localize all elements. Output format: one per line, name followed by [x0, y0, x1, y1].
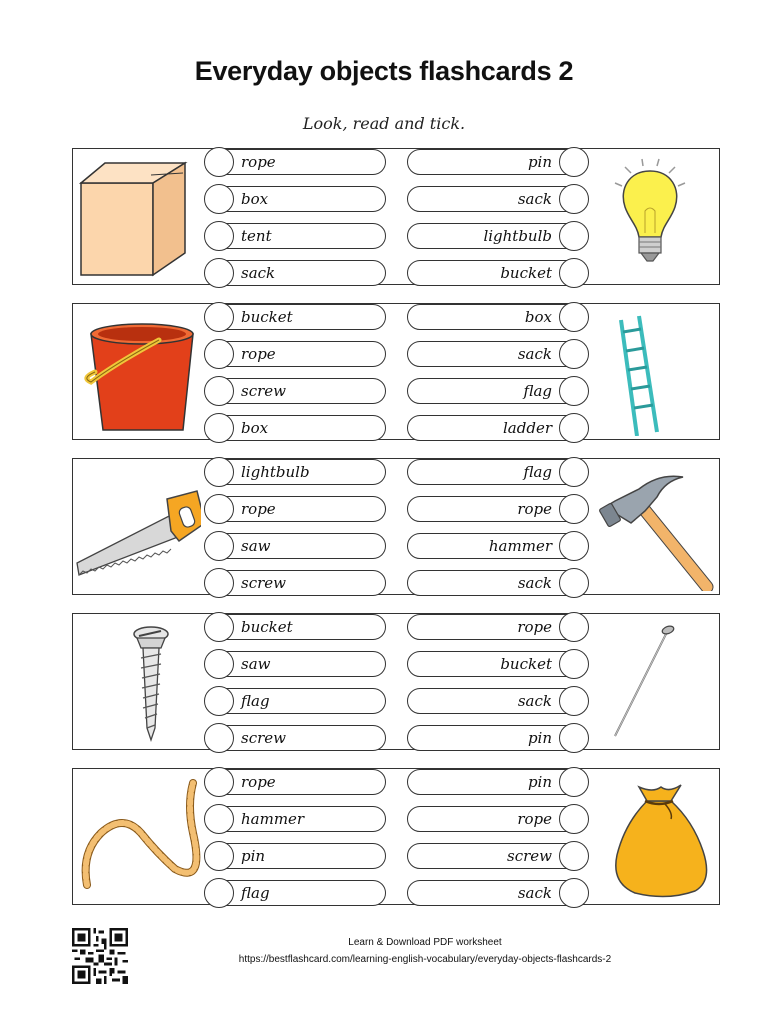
- tick-circle[interactable]: [559, 723, 589, 753]
- option-label: hammer: [488, 537, 552, 555]
- flashcard-1-right: [397, 149, 721, 286]
- page-title: Everyday objects flashcards 2: [194, 56, 574, 86]
- option-label: sack: [241, 264, 276, 282]
- option-row: [407, 459, 587, 485]
- tick-circle[interactable]: [559, 841, 589, 871]
- option-row: [407, 260, 587, 286]
- option-row: [206, 260, 386, 286]
- option-row: [407, 223, 587, 249]
- qr-code-icon: [72, 928, 128, 984]
- tick-circle[interactable]: [559, 302, 589, 332]
- tick-circle[interactable]: [204, 568, 234, 598]
- lightbulb-icon: [595, 153, 721, 281]
- option-label: rope: [241, 500, 276, 518]
- footer-url-link[interactable]: https://bestflashcard.com/learning-english-vocabulary/everyday-objects-flashcards-2: [238, 954, 612, 965]
- tick-circle[interactable]: [204, 413, 234, 443]
- option-label: rope: [241, 345, 276, 363]
- flashcard-2-left: [73, 304, 397, 441]
- tick-circle[interactable]: [204, 804, 234, 834]
- flashcard-3: [72, 458, 720, 595]
- option-label: screw: [241, 729, 286, 747]
- option-row: [407, 570, 587, 596]
- option-row: [206, 533, 386, 559]
- flashcard-3-left: [73, 459, 397, 596]
- tick-circle[interactable]: [204, 767, 234, 797]
- option-label: sack: [517, 190, 552, 208]
- tick-circle[interactable]: [204, 531, 234, 561]
- sack-icon: [595, 773, 721, 901]
- rope-icon: [75, 773, 201, 901]
- option-label: saw: [241, 655, 271, 673]
- option-label: rope: [517, 618, 552, 636]
- option-row: [206, 149, 386, 175]
- option-label: sack: [517, 692, 552, 710]
- flashcard-1: [72, 148, 720, 285]
- option-label: sack: [517, 884, 552, 902]
- tick-circle[interactable]: [559, 612, 589, 642]
- option-row: [206, 570, 386, 596]
- tick-circle[interactable]: [204, 339, 234, 369]
- option-label: bucket: [241, 618, 293, 636]
- ladder-icon: [595, 308, 721, 436]
- tick-circle[interactable]: [204, 686, 234, 716]
- screw-icon: [75, 618, 201, 746]
- tick-circle[interactable]: [559, 568, 589, 598]
- option-row: [407, 725, 587, 751]
- option-row: [407, 415, 587, 441]
- tick-circle[interactable]: [559, 686, 589, 716]
- option-label: rope: [517, 810, 552, 828]
- tick-circle[interactable]: [559, 494, 589, 524]
- tick-circle[interactable]: [204, 723, 234, 753]
- flashcard-4: [72, 613, 720, 750]
- option-row: [407, 651, 587, 677]
- hammer-icon: [595, 463, 721, 591]
- option-row: [206, 341, 386, 367]
- option-label: saw: [241, 537, 271, 555]
- tick-circle[interactable]: [559, 184, 589, 214]
- option-label: pin: [527, 773, 552, 791]
- option-label: bucket: [500, 655, 552, 673]
- option-label: lightbulb: [483, 227, 552, 245]
- option-row: [407, 769, 587, 795]
- option-label: box: [241, 190, 269, 208]
- flashcard-5: [72, 768, 720, 905]
- tick-circle[interactable]: [559, 147, 589, 177]
- option-label: pin: [527, 153, 552, 171]
- option-row: [206, 688, 386, 714]
- bucket-icon: [75, 308, 201, 436]
- tick-circle[interactable]: [559, 339, 589, 369]
- tick-circle[interactable]: [559, 457, 589, 487]
- tick-circle[interactable]: [204, 302, 234, 332]
- option-row: [206, 223, 386, 249]
- option-label: sack: [517, 574, 552, 592]
- option-row: [407, 496, 587, 522]
- option-row: [206, 806, 386, 832]
- tick-circle[interactable]: [559, 804, 589, 834]
- option-row: [206, 415, 386, 441]
- option-row: [407, 186, 587, 212]
- option-label: screw: [241, 382, 286, 400]
- option-label: hammer: [241, 810, 305, 828]
- tick-circle[interactable]: [559, 767, 589, 797]
- option-row: [206, 496, 386, 522]
- tick-circle[interactable]: [204, 376, 234, 406]
- option-row: [206, 843, 386, 869]
- option-label: screw: [241, 574, 286, 592]
- flashcard-4-left: [73, 614, 397, 751]
- option-label: bucket: [241, 308, 293, 326]
- option-label: flag: [241, 884, 270, 902]
- tick-circle[interactable]: [204, 184, 234, 214]
- option-row: [206, 880, 386, 906]
- option-row: [407, 378, 587, 404]
- pin-icon: [595, 618, 721, 746]
- box-icon: [75, 153, 201, 281]
- option-row: [206, 614, 386, 640]
- option-label: flag: [523, 382, 552, 400]
- flashcard-5-left: [73, 769, 397, 906]
- option-row: [206, 378, 386, 404]
- option-row: [407, 880, 587, 906]
- tick-circle[interactable]: [559, 376, 589, 406]
- flashcard-3-right: [397, 459, 721, 596]
- tick-circle[interactable]: [204, 147, 234, 177]
- tick-circle[interactable]: [559, 258, 589, 288]
- tick-circle[interactable]: [559, 413, 589, 443]
- option-label: flag: [241, 692, 270, 710]
- option-row: [407, 341, 587, 367]
- option-row: [407, 533, 587, 559]
- flashcard-1-left: [73, 149, 397, 286]
- option-label: box: [241, 419, 269, 437]
- option-label: box: [524, 308, 552, 326]
- saw-icon: [75, 463, 201, 591]
- footer-download-text: Learn & Download PDF worksheet: [348, 937, 502, 948]
- option-label: ladder: [503, 419, 552, 437]
- option-label: bucket: [500, 264, 552, 282]
- option-row: [407, 614, 587, 640]
- option-row: [206, 186, 386, 212]
- option-row: [407, 688, 587, 714]
- option-label: screw: [507, 847, 552, 865]
- option-row: [206, 725, 386, 751]
- tick-circle[interactable]: [204, 258, 234, 288]
- option-row: [206, 651, 386, 677]
- tick-circle[interactable]: [204, 457, 234, 487]
- option-row: [206, 769, 386, 795]
- option-label: rope: [241, 773, 276, 791]
- tick-circle[interactable]: [559, 221, 589, 251]
- option-row: [206, 304, 386, 330]
- option-row: [407, 843, 587, 869]
- option-label: tent: [241, 227, 272, 245]
- instructions: Look, read and tick.: [302, 114, 466, 133]
- flashcard-2-right: [397, 304, 721, 441]
- option-label: rope: [241, 153, 276, 171]
- option-label: pin: [241, 847, 266, 865]
- tick-circle[interactable]: [204, 494, 234, 524]
- tick-circle[interactable]: [204, 841, 234, 871]
- option-label: sack: [517, 345, 552, 363]
- option-label: lightbulb: [241, 463, 310, 481]
- flashcard-4-right: [397, 614, 721, 751]
- option-row: [206, 459, 386, 485]
- tick-circle[interactable]: [204, 221, 234, 251]
- option-row: [407, 304, 587, 330]
- flashcard-2: [72, 303, 720, 440]
- tick-circle[interactable]: [559, 878, 589, 908]
- tick-circle[interactable]: [204, 878, 234, 908]
- option-label: pin: [527, 729, 552, 747]
- flashcard-5-right: [397, 769, 721, 906]
- option-label: rope: [517, 500, 552, 518]
- option-label: flag: [523, 463, 552, 481]
- option-row: [407, 806, 587, 832]
- tick-circle[interactable]: [204, 649, 234, 679]
- option-row: [407, 149, 587, 175]
- tick-circle[interactable]: [204, 612, 234, 642]
- tick-circle[interactable]: [559, 649, 589, 679]
- tick-circle[interactable]: [559, 531, 589, 561]
